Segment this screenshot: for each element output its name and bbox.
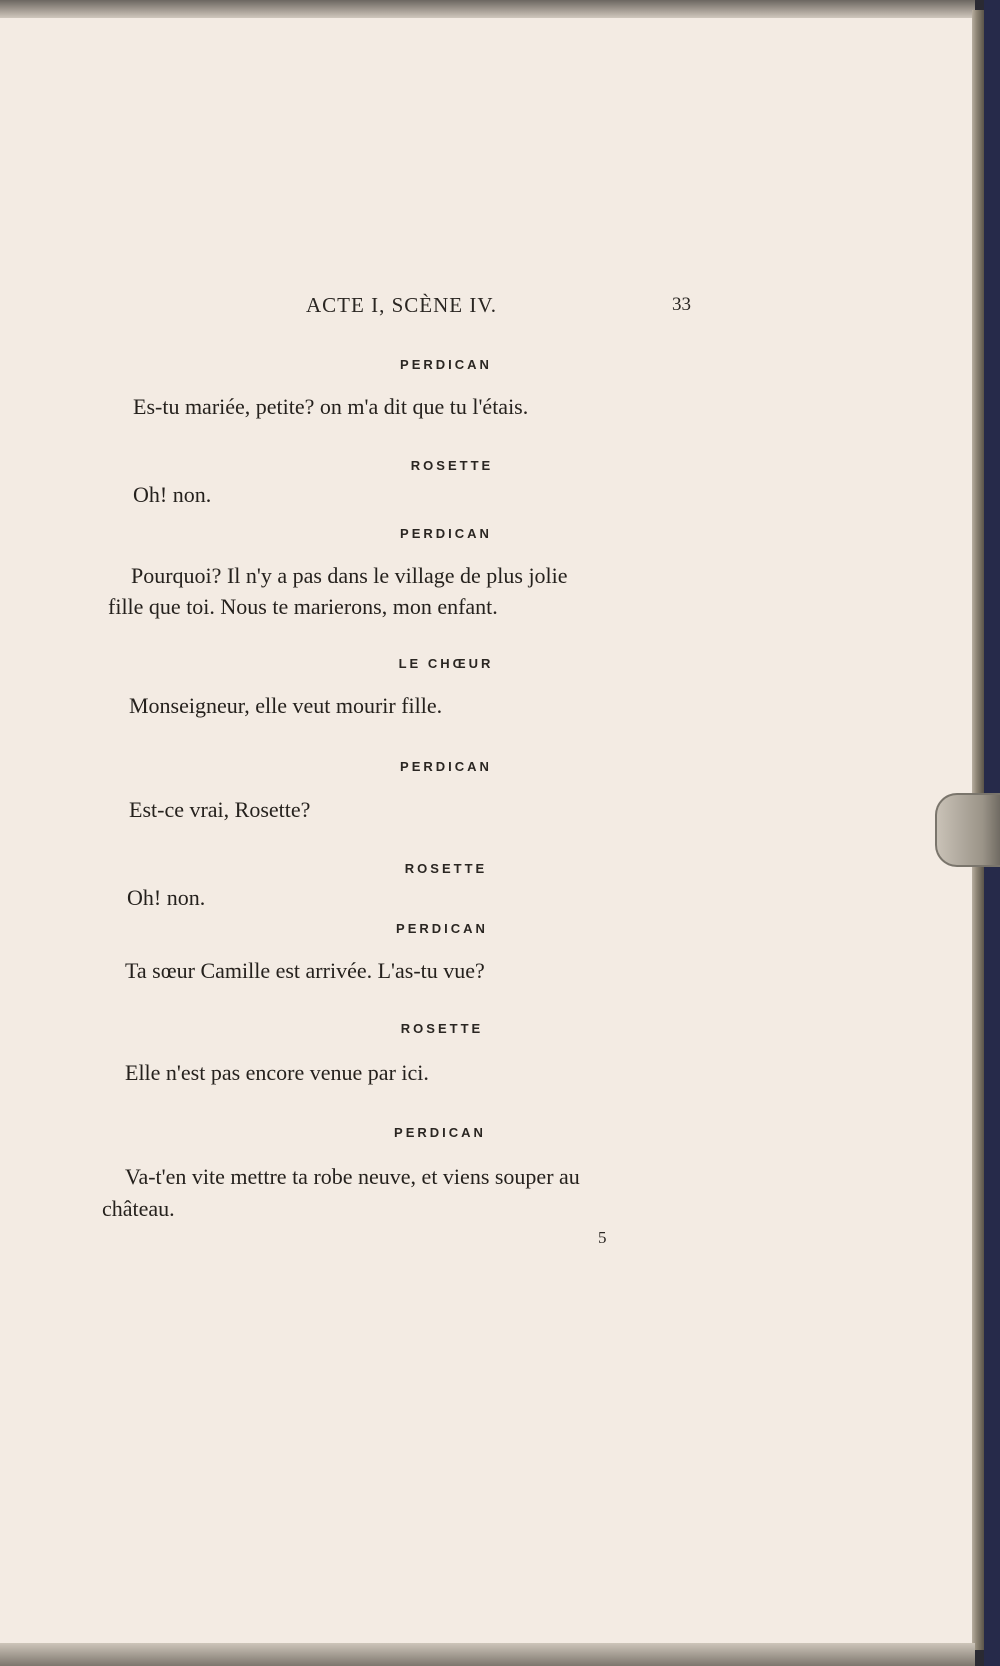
dialogue-line: Oh! non. [133,482,212,507]
speaker-name: ROSETTE [404,861,488,876]
dialogue-line: fille que toi. Nous te marierons, mon enfant. [108,594,498,619]
speaker-name: LE CHŒUR [398,656,494,671]
page-number: 33 [672,294,691,315]
speaker-name: PERDICAN [396,921,488,936]
speaker-name: PERDICAN [400,759,492,774]
page-bottom-edge [0,1643,975,1666]
dialogue-line: Es-tu mariée, petite? on m'a dit que tu l'étais. [133,394,529,419]
signature-mark: 5 [598,1228,607,1247]
speaker-name: PERDICAN [400,526,492,541]
speaker-name: PERDICAN [394,1125,486,1140]
dialogue-line: Est-ce vrai, Rosette? [129,797,311,822]
dialogue-line: Ta sœur Camille est arrivée. L'as-tu vue? [125,958,485,983]
dialogue-line: Va-t'en vite mettre ta robe neuve, et viens souper au [125,1164,580,1189]
dialogue-line: château. [102,1196,175,1221]
running-header: ACTE I, SCÈNE IV. [306,293,498,317]
speaker-name: ROSETTE [410,458,494,473]
page-clip [935,793,1000,867]
dialogue-line: Oh! non. [127,885,206,910]
dialogue-line: Pourquoi? Il n'y a pas dans le village de plus jolie [131,563,568,588]
page-top-edge [0,0,975,18]
dialogue-line: Elle n'est pas encore venue par ici. [125,1060,429,1085]
speaker-name: PERDICAN [400,357,492,372]
book-page [0,18,972,1643]
speaker-name: ROSETTE [400,1021,484,1036]
dialogue-line: Monseigneur, elle veut mourir fille. [129,693,443,718]
